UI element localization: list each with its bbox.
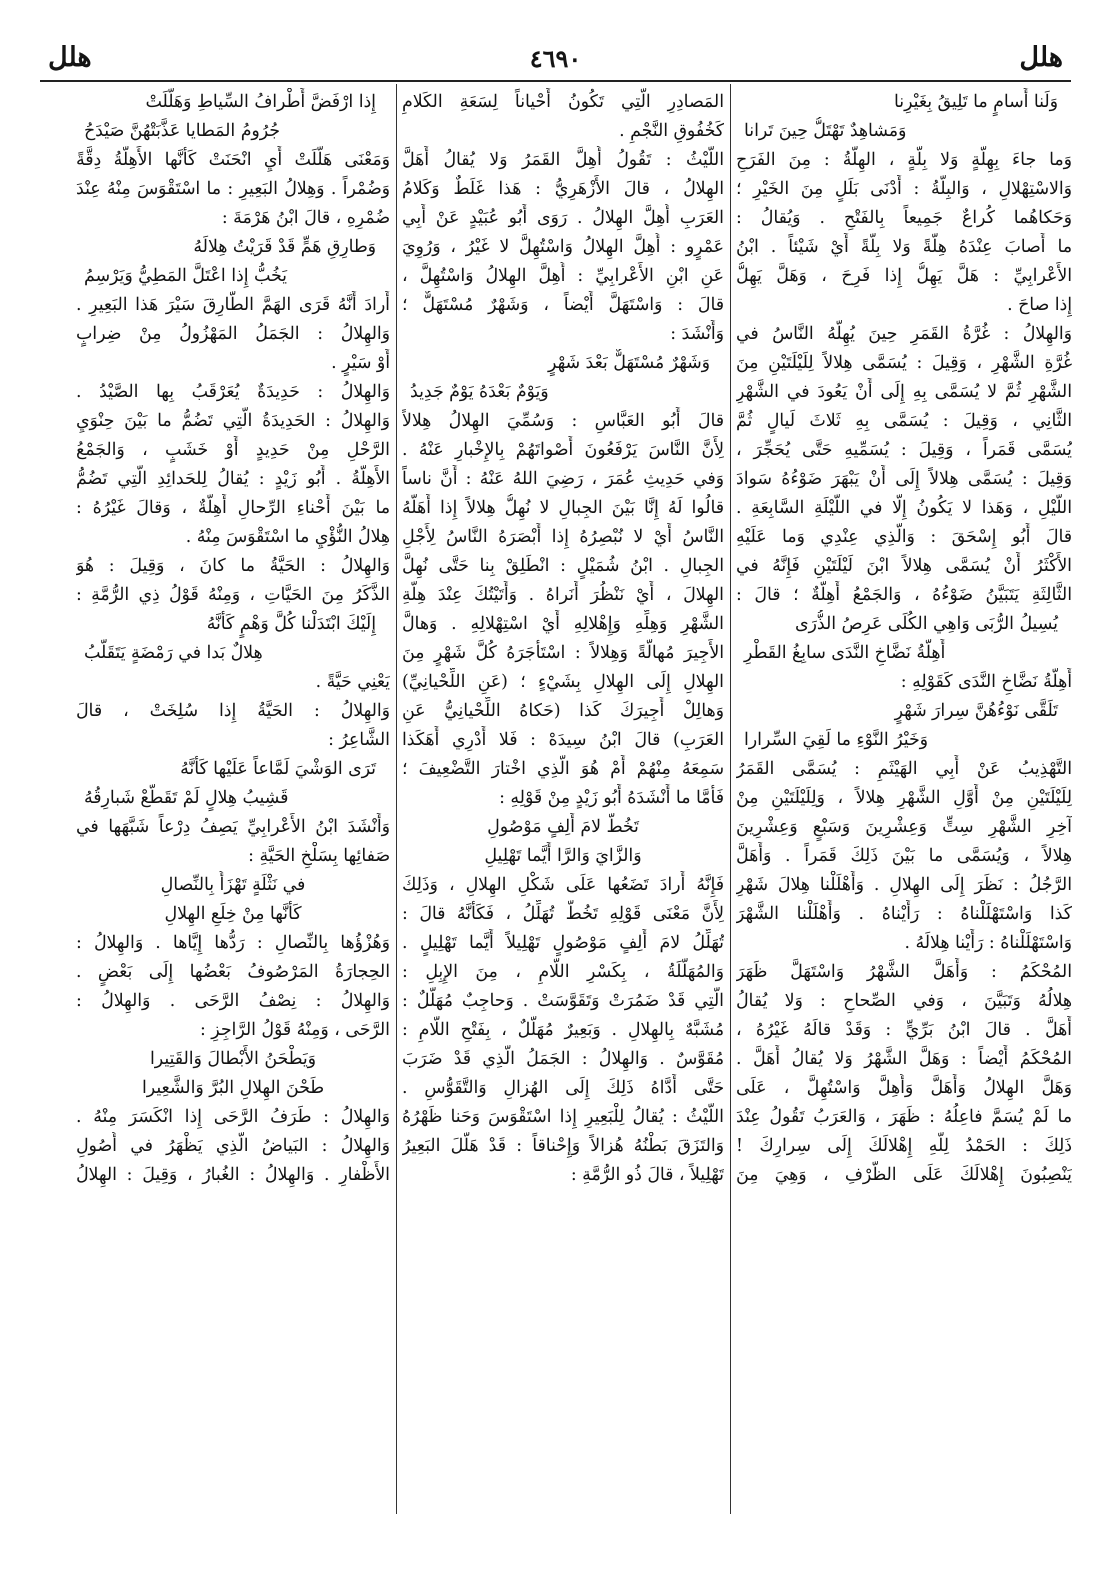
text-line: وَهالِلْ أَجِيرَكَ كَذا (حَكاهُ اللِّحْيانِيُّ عَنِ [402,701,724,721]
text-column-right [736,88,1072,1508]
text-line: الرَّحْلِ مِنْ حَدِيدٍ أَوْ خَشَبٍ ، وَالجَمْعُ [76,440,390,460]
text-line: وَفي حَدِيثِ عُمَرَ ، رَضِيَ اللهُ عَنْهُ : أَنَّ ناساً [402,469,724,489]
text-line: الهِلالِ إِلَى الهِلالِ بِشَيْءٍ ؛ (عَنِ اللِّحْيانِيِّ) [402,672,724,692]
text-line: مُقَوَّسٌ . وَالهِلالُ : الجَمَلُ الَّذِي قَدْ ضَرَبَ [402,1049,724,1069]
verse-line: وَالزَّايَ وَالرَّا أَيَّما تَهْلِيلِ [484,846,642,866]
text-line: الحِجارَةُ المَرْصُوفُ بَعْضُها إِلَى بَعْضٍ . [76,962,390,982]
text-line: يَنْصِبُونَ إِهْلالَكَ عَلَى الظَّرْفِ ، وَهِيَ مِنَ [736,1165,1072,1185]
verse-line: في نَثْلَةٍ تَهْزَأُ بِالنِّصالِ [160,875,306,895]
text-line: الثَّانِي ، وَقِيلَ : يُسَمَّى بِهِ ثَلاثَ لَيالٍ ثُمَّ [736,411,1072,431]
verse-line: وَيَوْمٌ بَعْدَهُ يَوْمٌ جَدِيدُ [410,382,549,402]
text-line: وَقِيلَ : يُسَمَّى هِلالاً إِلَى أَنْ يَبْهَرَ ضَوْءُهُ سَوادَ [736,469,1072,489]
verse-line: أَهِلَّةُ نَضَّاخِ النَّدَى سابِغُ القَطْرِ [744,643,946,663]
text-line: عَنِ ابْنِ الأَعْرابِيِّ : أُهِلَّ الهِلالُ وَاسْتُهِلَّ ، [402,266,724,286]
text-line: إِذا صاحَ . [1007,295,1072,315]
page-number: ٤٦٩٠ [529,44,582,73]
text-line: وَالهِلالُ : الحَيَّةُ إِذا سُلِخَتْ ، قالَ [76,701,390,721]
text-line: الهِلالَ ، أَيْ نَنْظُرَ أَنَراهُ . وَأَتَيْتُكَ عِنْدَ هِلَّةِ [402,585,724,605]
text-line: الشَّاعِرُ : [328,730,390,750]
text-line: وَالهِلالُ : الحَيَّةُ ما كانَ ، وَقِيلَ : هُوَ [76,556,390,576]
text-line: الأَعْرابِيِّ : هَلَّ يَهِلُّ إِذا فَرِحَ ، وَهَلَّ يَهِلُّ [736,266,1072,286]
text-line: الذَّكَرُ مِنَ الحَيَّاتِ ، وَمِنْهُ قَوْلُ ذِي الرُّمَّةِ : [76,585,390,605]
text-line: وَضُمْراً . وَهِلالُ البَعِيرِ : ما اسْتَقْوَسَ مِنْهُ عِنْدَ [76,179,390,199]
text-line: النَّاسُ أَيْ لا نُبْصِرُهُ إِذا أَبْصَرَهُ النَّاسُ لِأَجْلِ [402,527,724,547]
verse-line: إِلَيْكَ ابْتَدَلْنا كُلَّ وَهْمٍ كَأَنَّهُ [206,614,376,634]
column-divider-right [730,84,731,1514]
text-line: كَخُفُوقِ النَّجْمِ . [619,121,724,141]
text-line: وَالهِلالُ : حَدِيدَةٌ يُعَرْقَبُ بِها الصَّيْدُ . [76,382,390,402]
text-line: ضُمْرِهِ ، قالَ ابْنُ هَرْمَةَ : [221,208,390,228]
text-line: أَرادَ أَنَّهُ قَرَى الهَمَّ الطَّارِقَ سَيْرَ هَذا البَعِيرِ . [76,295,390,315]
text-line: اللَّيْثُ : تَقُولُ أُهِلَّ القَمَرُ وَلا يُقالُ أَهَلَّ [402,150,724,170]
text-line: المَصادِرِ الَّتِي تَكُونُ أَحْياناً لِسَعَةِ الكَلامِ [402,92,724,112]
verse-line: وَمَشاهِدٌ تَهْتَلُّ حِينَ تَرانا [744,121,907,141]
text-line: الثَّالِثَةِ يَتَبَيَّنُ ضَوْءُهُ ، وَالجَمْعُ أَهِلَّةٌ ؛ قالَ : [736,585,1072,605]
verse-line: وَلَنا أَسامٍ ما تَلِيقُ بِغَيْرِنا [894,92,1058,112]
text-line: تَهْلِيلاً ، قالَ ذُو الرُّمَّةِ : [570,1165,724,1185]
text-line: العَرَبِ) قالَ ابْنُ سِيدَهْ : فَلا أَدْرِي أَهَكَذا [402,730,724,750]
text-line: قالُوا لَهُ إِنَّا بَيْنَ الجِبالِ لا نُهِلُّ هِلالاً إِذا أَهَلَّهُ [402,498,724,518]
text-line: غُرَّةِ الشَّهْرِ ، وَقِيلَ : يُسَمَّى هِلالاً لِلَيْلَتَيْنِ مِنَ [736,353,1072,373]
verse-line: إِذا ارْفَضَّ أَطْرافُ السِّياطِ وَهَلَّلَتْ [145,92,376,112]
text-line: وَما جاءَ بِهِلَّةٍ وَلا بِلَّةٍ ، الهِلَّةُ : مِنَ الفَرَحِ [736,150,1072,170]
verse-line: يَخُبُّ إِذا اعْتَلَّ المَطِيُّ وَيَرْسِمُ [84,266,287,286]
text-line: الأَهِلَّةُ . أَبُو زَيْدٍ : يُقالُ لِلحَدائِدِ الَّتِي تَضُمُّ [76,469,390,489]
text-line: لِلَيْلَتَيْنِ مِنْ أَوَّلِ الشَّهْرِ هِلالاً ، وَلِلَيْلَتَيْنِ مِنْ [736,788,1072,808]
page-header [40,40,1071,82]
verse-line: كَأَنَّها مِنْ خِلَعِ الهِلالِ [164,904,302,924]
text-line: قالَ أَبُو إِسْحَقَ : وَالَّذِي عِنْدِي وَما عَلَيْهِ [736,527,1072,547]
text-line: الهِلالُ ، قالَ الأَزْهَرِيُّ : هَذا غَلَطٌ وَكَلامُ [402,179,724,199]
text-line: وَالمُهَلَّلَةُ ، بِكَسْرِ اللَّامِ ، مِنَ الإِبِلِ : [402,962,724,982]
verse-line: تَخُطُّ لامَ أَلِفٍ مَوْصُولِ [487,817,639,837]
text-line: يَعْنِي حَيَّةً . [315,672,390,692]
text-line: كَذا وَاسْتَهْلَلْناهُ : رَأَيْناهُ . وَأَهْلَلْنا الشَّهْرَ [736,904,1072,924]
text-line: الجِبالِ . ابْنُ شُمَيْلٍ : انْطَلِقْ بِنا حَتَّى نُهِلَّ [402,556,724,576]
text-line: هِلالُهُ وَتَبَيَّنَ ، وَفي الصِّحاحِ : وَلا يُقالُ [736,991,1072,1011]
text-line: هِلالاً ، وَيُسَمَّى ما بَيْنَ ذَلِكَ قَمَراً . وَأَهَلَّ [736,846,1072,866]
text-line: أَهِلَّةُ نَضَّاخِ النَّدَى كَقَوْلِهِ : [900,672,1072,692]
text-line: ما بَيْنَ أَحْناءِ الرِّحالِ أَهِلَّةٌ ، وَقالَ غَيْرُهُ : [76,498,390,518]
text-line: حَتَّى أَدَّاهُ ذَلِكَ إِلَى الهُزالِ وَالتَّقَوُّسِ . [402,1078,724,1098]
verse-line: وَطارِقِ هَمٍّ قَدْ قَرَيْتُ هِلالَهُ [193,237,376,257]
verse-line: تَلَقَّى نَوْءُهُنَّ سِرارَ شَهْرٍ [894,701,1058,721]
text-line: وَالتَزَقَ بَطْنُهُ هُزالاً وَإِحْناقاً : قَدْ هَلَّلَ البَعِيرُ [402,1136,724,1156]
text-column-left [76,88,390,1508]
text-line: اللَّيْثُ : يُقالُ لِلْبَعِيرِ إِذا اسْتَقْوَسَ وَحَنا ظَهْرُهُ [402,1107,724,1127]
text-line: ما أَصابَ عِنْدَهُ هِلَّةً وَلا بِلَّةً أَيْ شَيْئاً . ابْنُ [736,237,1072,257]
verse-line: طَحْنَ الهِلالِ البُرَّ وَالشَّعِيرا [142,1078,324,1098]
text-line: وَالهِلالُ : طَرَفُ الرَّحَى إِذا انْكَسَرَ مِنْهُ . [76,1107,390,1127]
verse-line: جُرُومُ المَطايا عَذَّبَتْهُنَّ صَيْدَحُ [84,121,280,141]
text-line: العَرَبِ أُهِلَّ الهِلالُ . رَوَى أَبُو عُبَيْدٍ عَنْ أَبِي [402,208,724,228]
text-line: وَأَنْشَدَ ابْنُ الأَعْرابِيِّ يَصِفُ دِرْعاً شَبَّهَها في [76,817,390,837]
text-line: تُهَلِّلُ لامَ أَلِفٍ مَوْصُولٍ تَهْلِيلاً أَيَّما تَهْلِيلٍ . [402,933,724,953]
text-line: وَهَلَّ الهِلالُ وَأَهَلَّ وَأُهِلَّ وَاسْتُهِلَّ ، عَلَى [736,1078,1072,1098]
text-line: الرَّجُلُ : نَظَرَ إِلَى الهِلالِ . وَأَهْلَلْنا هِلالَ شَهْرِ [736,875,1072,895]
text-line: الأَكْثَرُ أَنْ يُسَمَّى هِلالاً ابْنَ لَيْلَتَيْنِ فَإِنَّهُ في [736,556,1072,576]
text-line: مُشَبَّهٌ بِالهِلالِ . وَبَعِيرٌ مُهَلَّلٌ ، بِفَتْحِ اللَّامِ : [402,1020,724,1040]
text-line: وَالهِلالُ : نِصْفُ الرَّحَى . وَالهِلالُ : [76,991,390,1011]
text-line: اللَّيْلِ ، وَهَذا لا يَكُونُ إِلَّا في اللَّيْلَةِ السَّابِعَةِ . [736,498,1072,518]
text-line: قالَ أَبُو العَبَّاسِ : وَسُمِّيَ الهِلالُ هِلالاً [402,411,724,431]
text-line: وَحَكاهُما كُراعٌ جَمِيعاً بِالفَتْحِ . وَيُقالُ : [736,208,1072,228]
text-line: فَإِنَّهُ أَرادَ تَضَعُها عَلَى شَكْلِ الهِلالِ ، وَذَلِكَ [402,875,724,895]
text-line: لِأَنَّ مَعْنَى قَوْلِهِ تَخُطُّ تُهَلِّلُ ، فَكَأَنَّهُ قالَ : [402,904,724,924]
text-line: المُحْكَمُ أَيْضاً : وَهَلَّ الشَّهْرُ وَلا يُقالُ أَهَلَّ . [736,1049,1072,1069]
verse-line: وَشَهْرٌ مُسْتَهَلٌّ بَعْدَ شَهْرٍ [548,353,710,373]
text-line: الرَّحَى ، وَمِنْهُ قَوْلُ الرَّاجِزِ : [199,1020,390,1040]
text-line: الشَّهْرِ ثُمَّ لا يُسَمَّى بِهِ إِلَى أَنْ يَعُودَ في الشَّهْرِ [736,382,1072,402]
text-line: قالَ : وَاسْتَهَلَّ أَيْضاً ، وَشَهْرٌ مُسْتَهَلٌّ ؛ [402,295,724,315]
text-line: صَفائِها بِسَلْخِ الحَيَّةِ : [248,846,390,866]
text-line: وَالهِلالُ : غُرَّةُ القَمَرِ حِينَ يُهِلُّهُ النَّاسُ في [736,324,1072,344]
verse-line: هِلالٌ بَدا في رَمْضَةٍ يَتَقَلَّبُ [84,643,263,663]
text-line: ما لَمْ يُسَمَّ فاعِلُهُ : ظَهَرَ ، وَالعَرَبُ تَقُولُ عِنْدَ [736,1107,1072,1127]
text-line: وَاسْتَهْلَلْناهُ : رَأَيْنا هِلالَهُ . [904,933,1072,953]
text-line: هِلالُ النُّؤْيِ ما اسْتَقْوَسَ مِنْهُ . [185,527,390,547]
verse-line: وَخَيْرُ النَّوْءِ ما لَقِيَ السِّرارا [744,730,928,750]
text-line: وَهُزْؤُها بِالنِّصالِ : رَدُّها إِيَّاها . وَالهِلالُ : [76,933,390,953]
text-line: يُسَمَّى قَمَراً ، وَقِيلَ : يُسَمِّيهِ حَتَّى يُحَجِّرَ ، [736,440,1072,460]
text-line: آخِرِ الشَّهْرِ سِتٍّ وَعِشْرِينَ وَسَبْعٍ وَعِشْرِينَ [736,817,1072,837]
verse-line: تَرَى الوَشْيَ لَمَّاعاً عَلَيْها كَأَنَّهُ [180,759,376,779]
text-line: وَمَعْنَى هَلَّلَتْ أَيِ انْحَنَتْ كَأَنَّها الأَهِلَّةُ دِقَّةً [76,150,390,170]
text-line: الَّتِي قَدْ ضَمُرَتْ وَتَقَوَّسَتْ . وَحاجِبٌ مُهَلَّلٌ : [402,991,724,1011]
text-line: الشَّهْرِ وَهِلِّهِ وَإِهْلالِهِ أَيْ اسْتِهْلالِهِ . وَهالَّ [402,614,724,634]
verse-line: وَيَطْحَنُ الأَبْطالَ وَالقَتِيرا [149,1049,316,1069]
text-line: الأَجِيرَ مُهالَّةً وَهِلالاً : اسْتَأْجَرَهُ كُلَّ شَهْرٍ مِنَ [402,643,724,663]
text-line: الأَظْفارِ . وَالهِلالُ : الغُبارُ ، وَقِيلَ : الهِلالُ [76,1165,390,1185]
text-line: وَالهِلالُ : البَياضُ الَّذِي يَظْهَرُ في أُصُولِ [76,1136,390,1156]
text-line: المُحْكَمُ : وَأَهَلَّ الشَّهْرُ وَاسْتَهَلَّ ظَهَرَ [736,962,1072,982]
text-line: التَّهْذِيبُ عَنْ أَبِي الهَيْثَمِ : يُسَمَّى القَمَرُ [736,759,1072,779]
running-headword-right: هلل [1019,42,1063,73]
text-line: فَأَمَّا ما أَنْشَدَهُ أَبُو زَيْدٍ مِنْ قَوْلِهِ : [499,788,724,808]
running-headword-left: هلل [48,42,92,73]
text-line: عَمْرٍو : أُهِلَّ الهِلالُ وَاسْتُهِلَّ لا غَيْرُ ، وَرُوِيَ [402,237,724,257]
text-line: سَمِعَهُ مِنْهُمْ أَمْ هُوَ الَّذِي اخْتارَ التَّضْعِيفَ ؛ [402,759,724,779]
text-line: وَالهِلالُ : الجَمَلُ المَهْزُولُ مِنْ ضِرابٍ [76,324,390,344]
text-line: وَالهِلالُ : الحَدِيدَةُ الَّتِي تَضُمُّ ما بَيْنَ حِنْوَيِ [76,411,390,431]
text-column-middle [402,88,724,1508]
text-line: وَالاسْتِهْلالِ ، وَالبِلَّةُ : أَدْنَى بَلَلٍ مِنَ الخَيْرِ ؛ [736,179,1072,199]
column-divider-left [396,84,397,1514]
text-line: وَأَنْشَدَ : [670,324,724,344]
text-line: أَوْ سَيْرٍ . [331,353,390,373]
text-line: ذَلِكَ : الحَمْدُ لِلَّهِ إِهْلالَكَ إِلَى سِرارِكَ ! [736,1136,1072,1156]
text-line: لِأَنَّ النَّاسَ يَرْفَعُونَ أَصْواتَهُمْ بِالإِخْبارِ عَنْهُ . [402,440,724,460]
verse-line: قَشِيبُ هِلالٍ لَمْ تَقَطَّعْ شَبارِقُهُ [84,788,289,808]
verse-line: يُسِيلُ الرُّبَى وَاهِي الكُلَى عَرِصُ الذُّرَى [795,614,1058,634]
text-line: أَهَلَّ . قالَ ابْنُ بَرِّيٍّ : وَقَدْ قالَهُ غَيْرُهُ ، [736,1020,1072,1040]
